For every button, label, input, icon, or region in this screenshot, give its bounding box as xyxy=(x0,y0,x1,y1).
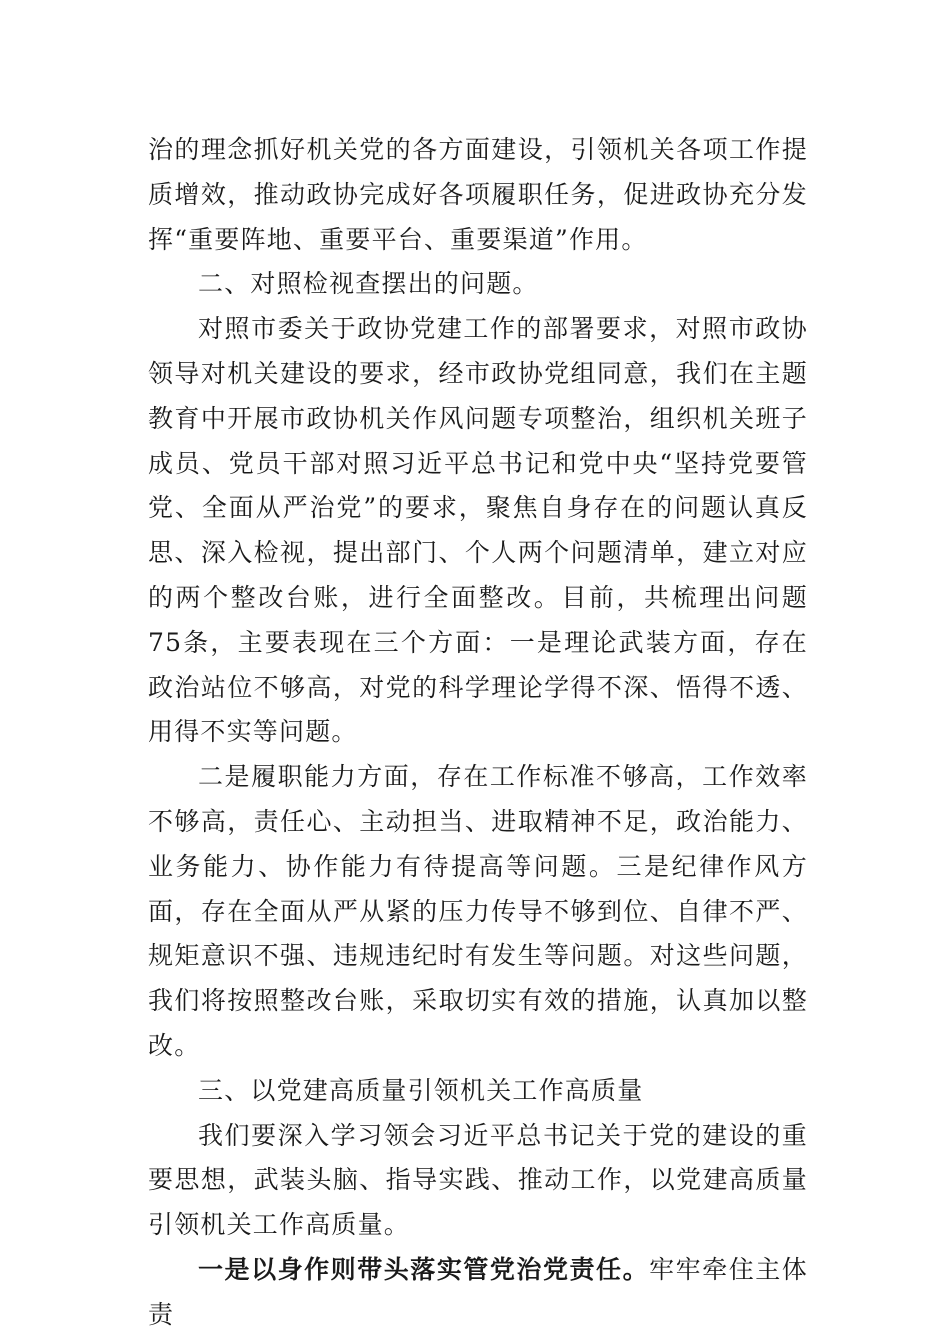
section-heading-2: 二、对照检视查摆出的问题。 xyxy=(198,269,539,299)
section-heading-3: 三、以党建高质量引领机关工作高质量 xyxy=(198,1075,644,1105)
paragraph-problems-1: 对照市委关于政协党建工作的部署要求，对照市政协领导对机关建设的要求，经市政协党组同意，我们在主题教育中开展市政协机关作风问题专项整治，组织机关班子成员、党员干部对照习近平总书记和党中央“坚持党要管党、全面从严治党”的要求，聚焦自身存在的问题认真反思、深入检视，提出部门、个人两个问题清单，建立对应的两个整改台账，进行全面整改。目前，共梳理出问题75条，主要表现在三个方面：一是理论武装方面，存在政治站位不够高，对党的科学理论学得不深、悟得不透、用得不实等问题。 xyxy=(148,314,808,747)
point-1-lead: 一是以身作则带头落实管党治党责任。 xyxy=(198,1254,650,1284)
paragraph-quality: 我们要深入学习领会习近平总书记关于党的建设的重要思想，武装头脑、指导实践、推动工作，以党建高质量引领机关工作高质量。 xyxy=(148,1120,808,1240)
point-1-paragraph xyxy=(148,1248,808,1338)
point-1-text: 牢牢牵住主体责 xyxy=(148,1254,809,1329)
paragraph-problems-2: 二是履职能力方面，存在工作标准不够高，工作效率不够高，责任心、主动担当、进取精神不足，政治能力、业务能力、协作能力有待提高等问题。三是纪律作风方面，存在全面从严从紧的压力传导不够到位、自律不严、规矩意识不强、违规违纪时有发生等问题。对这些问题，我们将按照整改台账，采取切实有效的措施，认真加以整改。 xyxy=(148,762,808,1060)
document-body xyxy=(148,128,808,1338)
paragraph-continued: 治的理念抓好机关党的各方面建设，引领机关各项工作提质增效，推动政协完成好各项履职任务，促进政协充分发挥“重要阵地、重要平台、重要渠道”作用。 xyxy=(148,135,808,254)
